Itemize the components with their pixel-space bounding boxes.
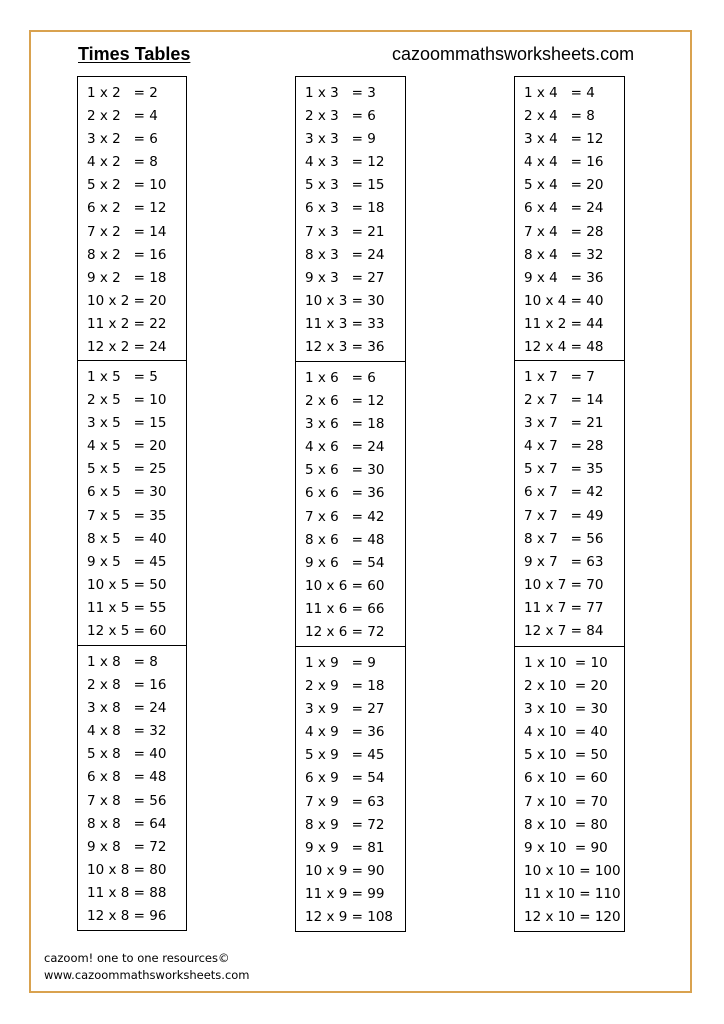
table-row: 9 x 10 = 90 [524,839,608,856]
table-row: 4 x 9 = 36 [305,724,385,741]
table-row: 8 x 5 = 40 [87,530,167,547]
table-row: 4 x 5 = 20 [87,438,167,455]
table-7x [514,360,625,647]
table-row: 9 x 4 = 36 [524,269,604,286]
table-row: 1 x 6 = 6 [305,370,376,386]
table-4x [514,76,625,361]
table-row: 5 x 6 = 30 [305,462,385,479]
table-row: 7 x 6 = 42 [305,508,385,525]
table-row: 5 x 4 = 20 [524,177,604,194]
table-row: 6 x 7 = 42 [524,484,604,501]
table-row: 10 x 10 = 100 [524,862,621,879]
table-row: 10 x 9 = 90 [305,862,385,879]
table-row: 8 x 10 = 80 [524,816,608,833]
table-row: 7 x 8 = 56 [87,792,167,809]
table-row: 4 x 6 = 24 [305,439,385,456]
table-row: 3 x 3 = 9 [305,131,376,148]
table-row: 7 x 9 = 63 [305,793,385,810]
table-row: 4 x 8 = 32 [87,723,167,740]
table-row: 4 x 3 = 12 [305,154,385,171]
table-row: 1 x 4 = 4 [524,85,595,101]
table-row: 11 x 10 = 110 [524,885,621,902]
table-row: 2 x 2 = 4 [87,108,158,125]
table-row: 3 x 10 = 30 [524,701,608,718]
table-row: 3 x 7 = 21 [524,415,604,432]
footer-url: www.cazoommathsworksheets.com [44,968,250,982]
table-row: 11 x 8 = 88 [87,884,167,901]
table-row: 3 x 4 = 12 [524,131,604,148]
table-row: 4 x 7 = 28 [524,438,604,455]
table-row: 5 x 2 = 10 [87,177,167,194]
table-row: 11 x 2 = 44 [524,315,604,332]
table-row: 11 x 6 = 66 [305,600,385,617]
table-row: 12 x 6 = 72 [305,624,385,641]
table-row: 2 x 6 = 12 [305,393,385,410]
table-row: 7 x 4 = 28 [524,223,604,240]
table-row: 3 x 5 = 15 [87,415,167,432]
table-row: 5 x 5 = 25 [87,461,167,478]
table-3x [295,76,406,362]
table-row: 7 x 2 = 14 [87,223,167,240]
table-row: 2 x 10 = 20 [524,678,608,695]
table-row: 10 x 3 = 30 [305,292,385,309]
table-row: 10 x 4 = 40 [524,292,604,309]
table-row: 5 x 9 = 45 [305,747,385,764]
table-row: 12 x 3 = 36 [305,339,385,356]
page-title: Times Tables [78,44,191,64]
table-row: 11 x 7 = 77 [524,599,604,616]
table-row: 8 x 9 = 72 [305,816,385,833]
table-row: 7 x 5 = 35 [87,507,167,524]
table-row: 8 x 2 = 16 [87,246,167,263]
table-row: 6 x 3 = 18 [305,200,385,217]
table-row: 7 x 3 = 21 [305,223,385,240]
table-row: 6 x 10 = 60 [524,770,608,787]
table-row: 12 x 10 = 120 [524,909,621,926]
table-row: 9 x 6 = 54 [305,554,385,571]
table-row: 1 x 8 = 8 [87,654,158,670]
table-row: 6 x 2 = 12 [87,200,167,217]
table-row: 8 x 6 = 48 [305,531,385,548]
table-row: 7 x 10 = 70 [524,793,608,810]
table-row: 12 x 7 = 84 [524,623,604,640]
table-row: 6 x 4 = 24 [524,200,604,217]
table-row: 10 x 6 = 60 [305,577,385,594]
table-row: 2 x 5 = 10 [87,392,167,409]
table-row: 7 x 7 = 49 [524,507,604,524]
table-row: 10 x 2 = 20 [87,292,167,309]
table-row: 9 x 3 = 27 [305,269,385,286]
table-row: 4 x 4 = 16 [524,154,604,171]
table-row: 2 x 3 = 6 [305,108,376,125]
table-row: 9 x 2 = 18 [87,269,167,286]
table-row: 6 x 5 = 30 [87,484,167,501]
table-row: 1 x 9 = 9 [305,655,376,671]
table-row: 12 x 8 = 96 [87,908,167,925]
table-row: 3 x 9 = 27 [305,701,385,718]
table-row: 12 x 2 = 24 [87,339,167,356]
table-row: 8 x 3 = 24 [305,246,385,263]
table-10x [514,646,625,932]
table-row: 1 x 10 = 10 [524,655,608,671]
table-row: 11 x 9 = 99 [305,885,385,902]
table-row: 2 x 7 = 14 [524,392,604,409]
table-row: 6 x 8 = 48 [87,769,167,786]
table-row: 5 x 7 = 35 [524,461,604,478]
table-row: 1 x 2 = 2 [87,85,158,101]
table-row: 9 x 7 = 63 [524,553,604,570]
table-row: 3 x 8 = 24 [87,700,167,717]
table-row: 1 x 5 = 5 [87,369,158,385]
table-row: 3 x 2 = 6 [87,131,158,148]
table-row: 9 x 8 = 72 [87,838,167,855]
table-row: 8 x 8 = 64 [87,815,167,832]
table-row: 6 x 6 = 36 [305,485,385,502]
table-5x [77,360,187,646]
site-header: cazoommathsworksheets.com [392,44,635,64]
table-row: 1 x 7 = 7 [524,369,595,385]
table-row: 2 x 4 = 8 [524,108,595,125]
table-row: 5 x 3 = 15 [305,177,385,194]
table-row: 8 x 7 = 56 [524,530,604,547]
table-row: 9 x 5 = 45 [87,553,167,570]
table-row: 11 x 3 = 33 [305,315,385,332]
table-row: 4 x 10 = 40 [524,724,608,741]
footer-credit: cazoom! one to one resources© [44,951,230,965]
table-row: 3 x 6 = 18 [305,416,385,433]
table-row: 1 x 3 = 3 [305,85,376,101]
table-2x [77,76,187,361]
table-8x [77,645,187,931]
table-row: 12 x 4 = 48 [524,339,604,356]
table-9x [295,646,406,932]
table-row: 2 x 9 = 18 [305,678,385,695]
table-row: 11 x 2 = 22 [87,315,167,332]
table-row: 10 x 8 = 80 [87,861,167,878]
table-6x [295,361,406,647]
table-row: 11 x 5 = 55 [87,599,167,616]
table-row: 5 x 8 = 40 [87,746,167,763]
table-row: 6 x 9 = 54 [305,770,385,787]
table-row: 9 x 9 = 81 [305,839,385,856]
table-row: 8 x 4 = 32 [524,246,604,263]
table-row: 2 x 8 = 16 [87,677,167,694]
table-row: 12 x 9 = 108 [305,909,394,926]
table-row: 10 x 7 = 70 [524,576,604,593]
table-row: 12 x 5 = 60 [87,623,167,640]
table-row: 5 x 10 = 50 [524,747,608,764]
table-row: 10 x 5 = 50 [87,576,167,593]
table-row: 4 x 2 = 8 [87,154,158,171]
